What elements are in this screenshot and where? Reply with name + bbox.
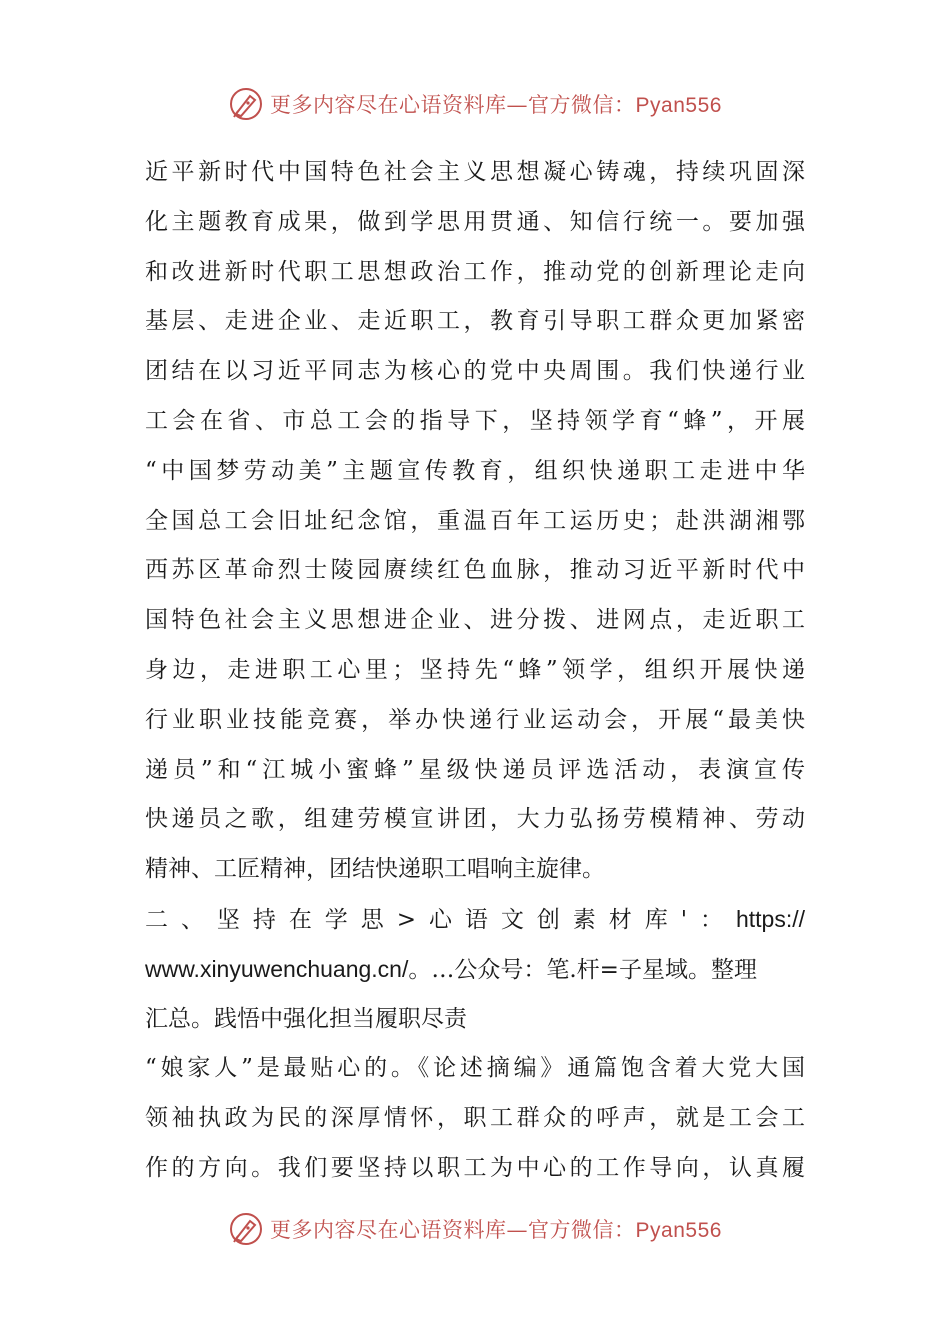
heading-url-part-2: www.xinyuwenchuang.cn/ [145, 955, 409, 982]
body-line: “娘家人”是最贴心的。《论述摘编》通篇饱含着大党大国 [145, 1055, 805, 1082]
banner-slogan: 更多内容尽在心语资料库—官方微信： [270, 1218, 636, 1242]
body-line: 近平新时代中国特色社会主义思想凝心铸魂，持续巩固深 [145, 159, 805, 185]
banner-text [270, 89, 722, 119]
body-line: 全国总工会旧址纪念馆，重温百年工运历史；赴洪湖湘鄂 [145, 507, 805, 534]
header-banner [0, 84, 950, 124]
pen-nib-circle-icon [228, 86, 264, 122]
body-line: 国特色社会主义思想进企业、进分拨、进网点，走近职工 [145, 607, 805, 634]
body-line: 团结在以习近平同志为核心的党中央周围。我们快递行业 [145, 358, 805, 385]
footer-banner [0, 1209, 950, 1249]
section-heading-line-3: 汇总。践悟中强化担当履职尽责 [145, 1005, 467, 1032]
body-line: 身边，走进职工心里；坚持先“蜂”领学，组织开展快递 [145, 656, 805, 683]
banner-wechat-id: Pyan556 [635, 94, 722, 117]
body-line: “中国梦劳动美”主题宣传教育，组织快递职工走进中华 [145, 457, 805, 484]
body-line: 工会在省、市总工会的指导下，坚持领学育“蜂”，开展 [145, 407, 805, 434]
section-heading-line-2 [145, 945, 805, 995]
section-heading-cn: 二、坚持在学思>心语文创素材库'： [145, 906, 736, 933]
body-line: 领袖执政为民的深厚情怀，职工群众的呼声，就是工会工 [145, 1105, 805, 1132]
body-line: 快递员之歌，组建劳模宣讲团，大力弘扬劳模精神、劳动 [145, 806, 805, 833]
body-line: 和改进新时代职工思想政治工作，推动党的创新理论走向 [145, 258, 805, 285]
pen-nib-circle-icon [228, 1211, 264, 1247]
body-line: 递员”和“江城小蜜蜂”星级快递员评选活动，表演宣传 [145, 756, 805, 783]
document-body [145, 148, 805, 1194]
body-line: 作的方向。我们要坚持以职工为中心的工作导向，认真履 [145, 1154, 805, 1181]
banner-text [270, 1214, 722, 1244]
section-heading-line-1 [145, 895, 805, 945]
banner-slogan: 更多内容尽在心语资料库—官方微信： [270, 93, 636, 117]
body-line: 西苏区革命烈士陵园赓续红色血脉，推动习近平新时代中 [145, 557, 805, 584]
body-line: 精神、工匠精神，团结快递职工唱响主旋律。 [145, 856, 605, 883]
banner-wechat-id: Pyan556 [635, 1219, 722, 1242]
body-line: 行业职业技能竞赛，举办快递行业运动会，开展“最美快 [145, 706, 805, 733]
body-line: 化主题教育成果，做到学思用贯通、知信行统一。要加强 [145, 208, 805, 235]
heading-wechat-note: 。…公众号：笔.杆=子星域。整理 [408, 956, 757, 983]
heading-url-part-1: https:// [735, 905, 805, 932]
body-line: 基层、走进企业、走近职工，教育引导职工群众更加紧密 [145, 308, 805, 335]
